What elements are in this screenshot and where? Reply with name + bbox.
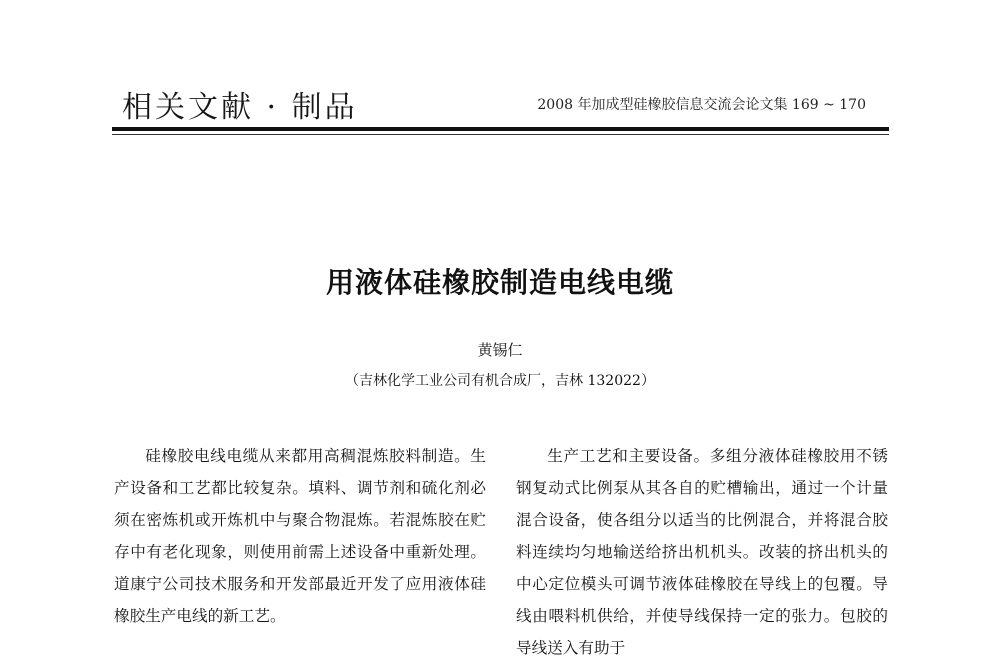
citation: 2008 年加成型硅橡胶信息交流会论文集 169 ~ 170 xyxy=(537,97,866,113)
body-paragraph: 硅橡胶电线电缆从来都用高稠混炼胶料制造。生产设备和工艺都比较复杂。填料、调节剂和硫化剂必须在密炼机或开炼机中与聚合物混炼。若混炼胶在贮存中有老化现象，则使用前需上述设备中重新处理。道康宁公司技术服务和开发部最近开发了应用液体硅橡胶生产电线的新工艺。 xyxy=(114,447,486,625)
section-label: 相关文献 · 制品 xyxy=(122,90,358,125)
article-title: 用液体硅橡胶制造电线电缆 xyxy=(325,265,674,299)
author: 黄锡仁 xyxy=(477,341,523,359)
body-column-right xyxy=(516,440,888,664)
body-column-left xyxy=(114,440,486,632)
header-rule-thick xyxy=(112,127,889,131)
affiliation: （吉林化学工业公司有机合成厂，吉林 132022） xyxy=(345,373,655,389)
header-rule-thin xyxy=(112,134,889,135)
body-paragraph: 生产工艺和主要设备。多组分液体硅橡胶用不锈钢复动式比例泵从其各自的贮槽输出，通过一个计量混合设备，使各组分以适当的比例混合，并将混合胶料连续均匀地输送给挤出机机头。改装的挤出机头的中心定位模头可调节液体硅橡胶在导线上的包覆。导线由喂料机供给，并使导线保持一定的张力。包胶的导线送入有助于 xyxy=(516,447,888,657)
